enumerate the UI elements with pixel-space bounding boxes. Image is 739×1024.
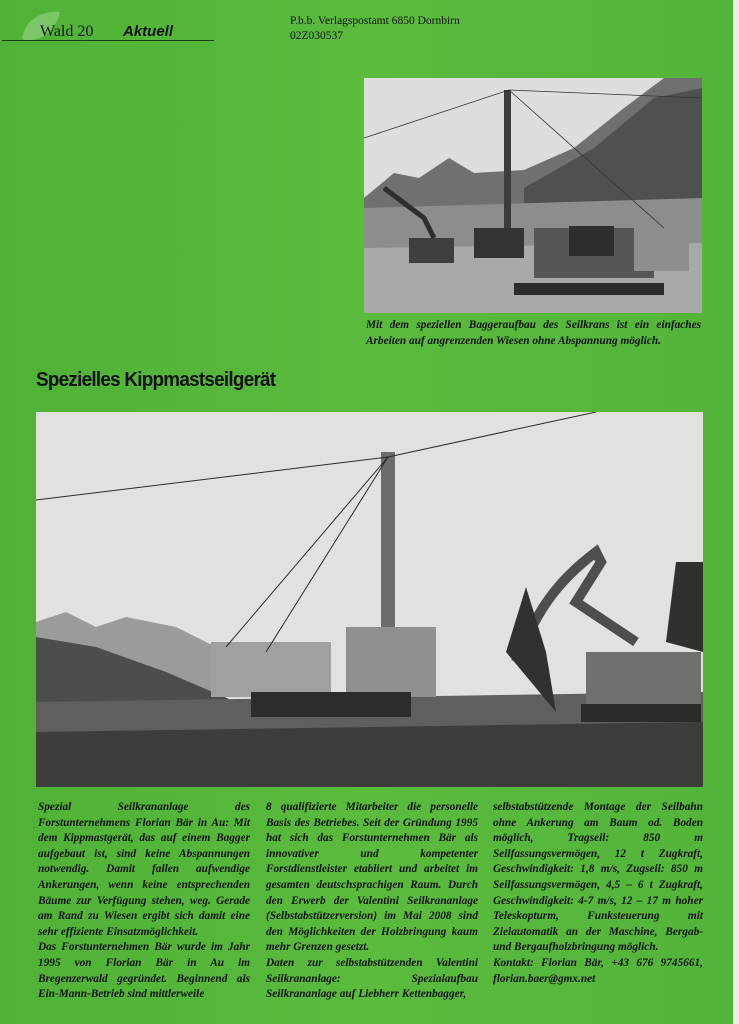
postal-code: 02Z030537	[290, 30, 344, 42]
contact-info: Kontakt: Florian Bär, +43 676 9745661, florian.baer@gmx.net	[493, 956, 703, 985]
postal-info	[290, 14, 460, 44]
cable-crane-photo	[364, 78, 702, 313]
paragraph: selbstabstützende Montage der Seilbahn ohne Ankerung am Baum od. Boden möglich, Tragseil: 850 m Seilfassungsvermögen, 12 t Zugkraft, Geschwindigkeit: 1,8 m/s, Zugseil: 850 m Seilfassungsvermögen, 4,5 – 6 t Zugkraft, Geschwindigkeit: 4-7 m/s, 12 – 17 m hoher Teleskopturm, Funksteuerung mit Zielautomatik an der Maschine, Bergab- und Bergaufholzbringung möglich.	[493, 801, 703, 954]
main-photo	[36, 412, 703, 787]
article-column-3	[493, 800, 703, 987]
section-title: Aktuell	[123, 23, 174, 40]
paragraph: Spezial Seilkrananlage des Forstunternehmens Florian Bär in Au: Mit dem Kippmastgerät, das auf einem Bagger aufgebaut ist, sind keine Abspannungen notwendig. Damit fallen aufwendige Ankerungen, wenn keine entsprechenden Bäume zur Verfügung stehen, weg. Gerade am Rand zu Wiesen ergibt sich damit eine sehr effiziente Einsatzmöglichkeit.	[38, 801, 250, 938]
postal-line: P.b.b. Verlagspostamt 6850 Dornbirn	[290, 15, 460, 27]
paragraph: Das Forstunternehmen Bär wurde im Jahr 1995 von Florian Bär in Au im Bregenzerwald gegründet. Beginnend als Ein-Mann-Betrieb sind mittlerweile	[38, 941, 250, 1001]
page-number: Wald 20	[40, 23, 94, 40]
page-edge	[733, 0, 739, 1024]
header-rule	[2, 40, 214, 41]
article-headline: Spezielles Kippmastseilgerät	[36, 368, 276, 391]
article-column-1	[38, 800, 250, 1003]
article-column-2	[266, 800, 478, 1003]
paragraph: Daten zur selbstabstützenden Valentini Seilkrananlage: Spezialaufbau Seilkrananlage auf Liebherr Kettenbagger,	[266, 956, 478, 1001]
top-photo	[364, 78, 702, 313]
paragraph: 8 qualifizierte Mitarbeiter die personelle Basis des Betriebes. Seit der Gründung 1995 hat sich das Forstunternehmen Bär als innovativer und kompetenter Forstdienstleister etabliert und arbeitet im gesamten deutschsprachigen Raum. Durch den Erwerb der Valentini Seilkrananlage (Selbstabstützerversion) im Mai 2008 sind den Möglichkeiten der Holzbringung kaum mehr Grenzen gesetzt.	[266, 801, 478, 954]
kippmast-photo	[36, 412, 703, 787]
photo-caption: Mit dem speziellen Baggeraufbau des Seilkrans ist ein einfaches Arbeiten auf angrenzenden Wiesen ohne Abspannung möglich.	[366, 319, 701, 347]
